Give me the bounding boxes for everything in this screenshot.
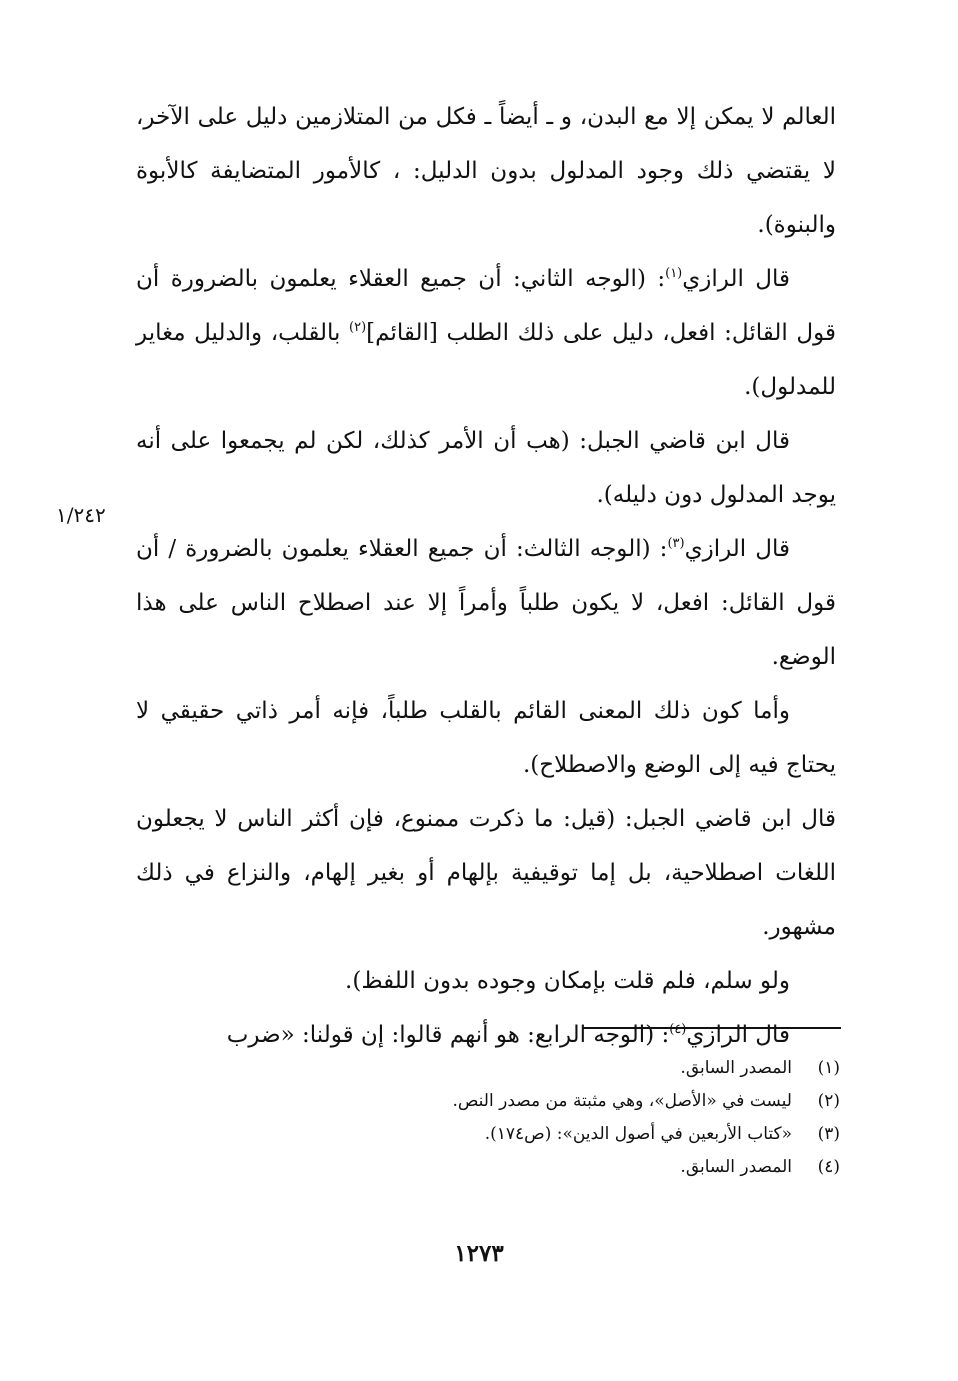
footnote-ref-2: (٢) (349, 320, 367, 335)
footnote-ref-3: (٣) (667, 536, 685, 551)
margin-page-reference: ١/٢٤٢ (56, 503, 106, 527)
footnotes (300, 1052, 840, 1184)
footnote-2 (300, 1085, 840, 1118)
footnote-number: (١) (817, 1058, 840, 1078)
paragraph-1: العالم لا يمكن إلا مع البدن، و ـ أيضاً ـ فكل من المتلازمين دليل على الآخر، لا يقتضي ذلك وجود المدلول بدون الدليل: ، كالأمور المتضايفة كالأبوة والبنوة). (136, 104, 836, 238)
footnote-number: (٤) (817, 1157, 840, 1177)
footnote-1 (300, 1052, 840, 1085)
footnote-text: ليست في «الأصل»، وهي مثبتة من مصدر النص. (452, 1091, 792, 1111)
paragraph-5: وأما كون ذلك المعنى القائم بالقلب طلباً، فإنه أمر ذاتي حقيقي لا يحتاج فيه إلى الوضع والاصطلاح). (136, 698, 836, 778)
paragraph-7: ولو سلم، فلم قلت بإمكان وجوده بدون اللفظ). (345, 968, 790, 994)
paragraph-3: قال ابن قاضي الجبل: (هب أن الأمر كذلك، لكن لم يجمعوا على أنه يوجد المدلول دون دليله). (136, 428, 836, 508)
footnote-text: «كتاب الأربعين في أصول الدين»: (ص١٧٤). (484, 1124, 792, 1144)
footnote-4 (300, 1151, 840, 1184)
paragraph-4: قال الرازي$^{(٣)}$: (الوجه الثالث: أن جميع العقلاء يعلمون بالضرورة / أن قول القائل: افعل، لا يكون طلباً وأمراً إلا عند اصطلاح الناس على هذا الوضع. (136, 536, 836, 670)
footnote-text: المصدر السابق. (680, 1157, 792, 1177)
footnote-ref-1: (١) (665, 266, 683, 281)
footnote-ref-4: (٤) (669, 1022, 687, 1037)
footnote-number: (٣) (817, 1124, 840, 1144)
paragraph-2: قال الرازي$^{(١)}$: (الوجه الثاني: أن جميع العقلاء يعلمون بالضرورة أن قول القائل: افعل، دليل على ذلك الطلب [القائم]$^{(٢)}$ بالقلب، والدليل مغاير للمدلول). (136, 266, 836, 400)
footnote-separator (583, 1027, 841, 1029)
paragraph-6: قال ابن قاضي الجبل: (قيل: ما ذكرت ممنوع، فإن أكثر الناس لا يجعلون اللغات اصطلاحية، بل إما توقيفية بإلهام أو بغير إلهام، والنزاع في ذلك مشهور. (136, 806, 836, 940)
page-number: ١٢٧٣ (454, 1240, 504, 1267)
footnote-number: (٢) (817, 1091, 840, 1111)
paragraph-8: قال الرازي$^{(٤)}$: (الوجه الرابع: هو أنهم قالوا: إن قولنا: «ضرب (226, 1022, 790, 1048)
main-text (136, 90, 836, 1062)
footnote-text: المصدر السابق. (680, 1058, 792, 1078)
footnote-3 (300, 1118, 840, 1151)
